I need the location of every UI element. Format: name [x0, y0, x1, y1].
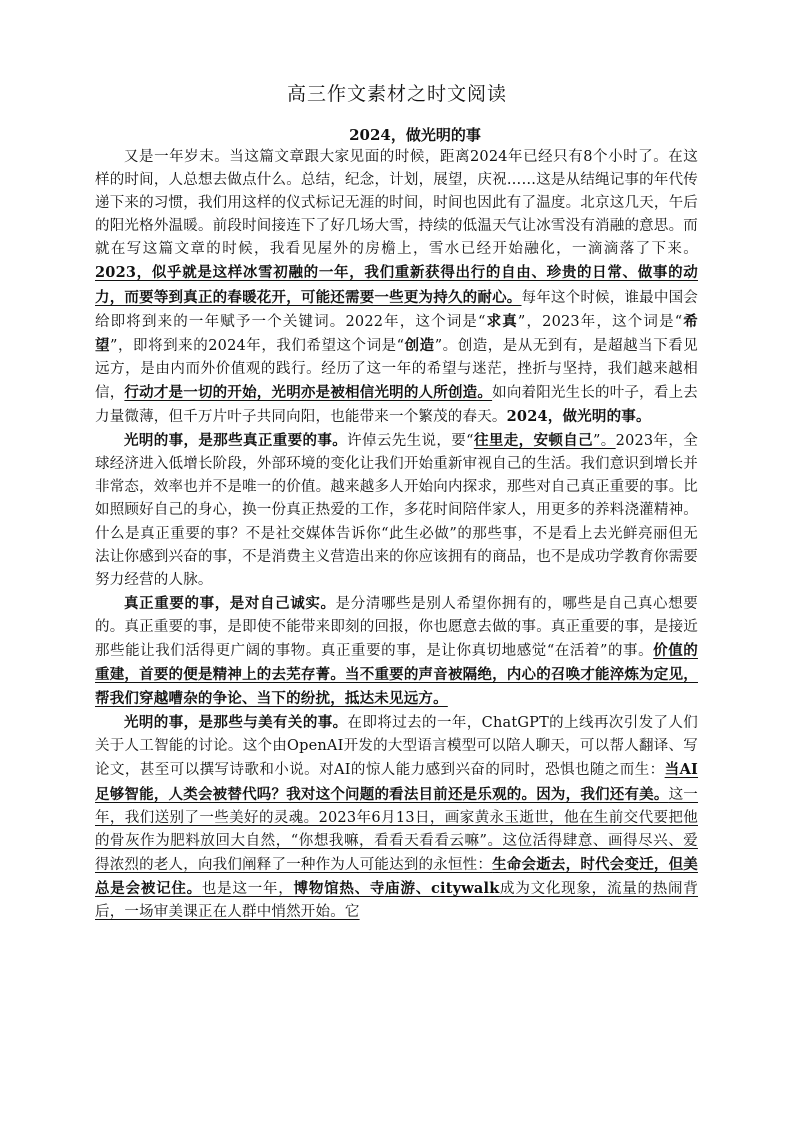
underlined-text-run: 这一年，我们送别了一些美好的灵魂。2023年6月13日，画家黄永玉逝世，他在生前交代要把他的骨灰作为肥料放回大自然，“你想我嘛，看看天看看云嘛”。这位活得肆意、画得尽兴、爱得浓烈的老人，向我们阐释了一种作为人可能达到的永恒性： — [95, 786, 699, 873]
text-run: 如向着阳光生长的叶子，看上去力量微薄，但千万片叶子共同向阳，也能带来一个繁茂的春天。 — [95, 384, 698, 426]
bold-text-run: 光明的事，是那些与美有关的事。 — [124, 714, 348, 732]
text-run: 2023年，全球经济进入低增长阶段，外部环境的变化让我们开始重新审视自己的生活。我们意识到增长并非常态，效率也并不是唯一的价值。越来越多人开始向内探求，那些对自己真正重要的事。比如照顾好自己的身心，换一份真正热爱的工作，多花时间陪伴家人，用更多的养料浇灌精神。什么是真正重要的事？不是社交媒体告诉你“此生必做”的那些事，不是看上去光鲜亮丽但无法让你感到兴奋的事，不是消费主义营造出来的你应该拥有的商品，也不是成功学教育你需要努力经营的人脉。 — [95, 433, 698, 588]
paragraph-2 — [95, 429, 698, 592]
underlined-text-run: 成为文化现象，流量的热闹背后，一场审美课正在人群中悄然开始。它 — [95, 880, 699, 920]
bold-underlined-text-run: 当AI足够智能，人类会被替代吗？我对这个问题的看法目前还是乐观的。因为，我们还有美。 — [95, 761, 698, 803]
article-subtitle: 2024，做光明的事 — [349, 126, 481, 144]
bold-text-run: 真正重要的事，是对自己诚实。 — [124, 594, 336, 612]
paragraph-3 — [95, 592, 698, 711]
bold-underlined-text-run: 往里走，安顿自己 — [473, 432, 593, 450]
bold-text-run: 希望 — [95, 312, 698, 354]
bold-text-run: 光明的事，是那些真正重要的事。 — [124, 432, 348, 450]
text-run: 又是一年岁末。当这篇文章跟大家见面的时候，距离2024年已经只有8个小时了。在这样的时间，人总想去做点什么。总结，纪念，计划，展望，庆祝……这是从结绳记事的年代传递下来的习惯，我们用这样的仪式标记无涯的时间，时间也因此有了温度。北京这几天，午后的阳光格外温暖。前段时间接连下了好几场大雪，持续的低温天气让冰雪没有消融的意思。而就在写这篇文章的时候，我看见屋外的房檐上，雪水已经开始融化，一滴滴落了下来。 — [95, 149, 698, 258]
paragraph-4 — [95, 711, 698, 924]
document-title: 高三作文素材之时文阅读 — [286, 83, 507, 105]
text-run: 许倬云先生说，要“ — [347, 433, 474, 450]
bold-text-run: 创造 — [404, 336, 435, 354]
bold-underlined-text-run: 行动才是一切的开始，光明亦是被相信光明的人所创造。 — [124, 383, 493, 401]
text-run: ”。创造，是从无到有，是超越当下看见远方，是由内而外价值观的践行。经历了这一年的希望与迷茫，挫折与坚持，我们越来越相信， — [95, 337, 698, 401]
bold-underlined-text-run: 博物馆热、寺庙游、citywalk — [293, 879, 500, 897]
underlined-text-run: 也是这一年， — [201, 880, 294, 897]
article-body — [95, 146, 698, 924]
text-run: 每年这个时候，谁最中国会给即将到来的一年赋予一个关键词。2022年，这个词是“ — [95, 289, 698, 330]
text-run: ”，即将到来的2024年，我们希望这个词是“ — [110, 337, 405, 354]
underlined-text-run: ”。 — [592, 433, 616, 450]
bold-underlined-text-run: 价值的重建，首要的便是精神上的去芜存菁。当不重要的声音被隔绝，内心的召唤才能淬炼为定见，帮我们穿越嘈杂的争论、当下的纷扰，抵达未见远方。 — [95, 641, 698, 708]
bold-text-run: 2024，做光明的事。 — [506, 408, 651, 426]
text-run: 是分清哪些是别人希望你拥有的，哪些是自己真心想要的。真正重要的事，是即使不能带来即刻的回报，你也愿意去做的事。真正重要的事，是接近那些能让我们活得更广阔的事物。真正重要的事，是让你真切地感觉“在活着”的事。 — [95, 595, 698, 659]
bold-text-run: 求真 — [485, 312, 518, 330]
text-run: 在即将过去的一年，ChatGPT的上线再次引发了人们关于人工智能的讨论。这个由OpenAI开发的大型语言模型可以陪人聊天，可以帮人翻译、写论文，甚至可以撰写诗歌和小说。对AI的惊人能力感到兴奋的同时，恐惧也随之而生： — [95, 715, 699, 779]
bold-underlined-text-run: 2023，似乎就是这样冰雪初融的一年，我们重新获得出行的自由、珍贵的日常、做事的动力，而要等到真正的春暖花开，可能还需要一些更为持久的耐心。 — [95, 264, 698, 306]
bold-underlined-text-run: 生命会逝去，时代会变迁，但美总是会被记住。 — [95, 855, 698, 897]
text-run: ”，2023年，这个词是“ — [517, 313, 683, 330]
paragraph-1 — [95, 146, 698, 429]
